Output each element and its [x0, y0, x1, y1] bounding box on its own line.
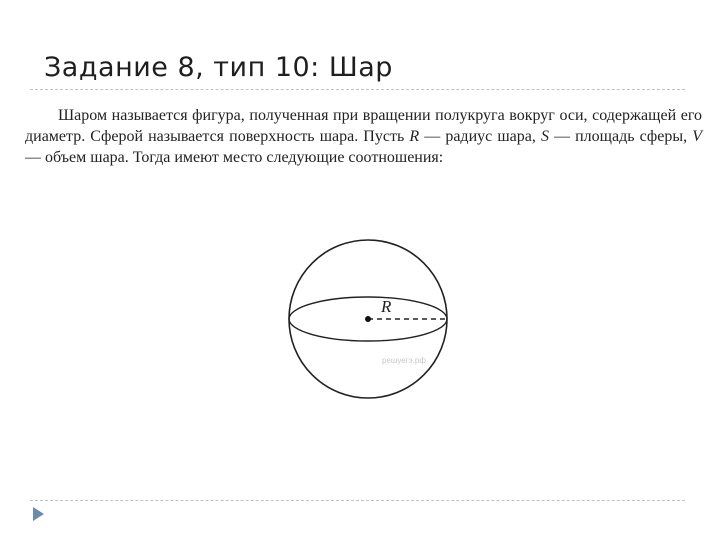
title-divider [30, 89, 685, 90]
definition-paragraph [25, 105, 702, 168]
text-part-4: — объем шара. Тогда имеют место следующие соотношения: [25, 149, 444, 166]
bottom-divider [30, 500, 685, 501]
equator-front-arc [289, 319, 447, 341]
bullet-arrow-icon [33, 507, 44, 521]
text-part-3: — площадь сферы, [548, 128, 693, 145]
variable-v: V [692, 128, 703, 145]
center-point [365, 316, 371, 322]
radius-label: R [381, 297, 392, 316]
text-part-1: Шаром называется фигура, полученная при вращении полукруга вокруг оси, содержащей его диаметр. Сферой называется поверхность шара. Пусть [25, 107, 702, 145]
watermark-text: решуегэ.рф [382, 356, 426, 365]
slide-title: Задание 8, тип 10: Шар [44, 52, 393, 83]
equator-back-arc [289, 297, 447, 319]
text-part-2: — радиус шара, [419, 128, 541, 145]
sphere-diagram [270, 230, 460, 420]
variable-r: R [409, 128, 420, 145]
variable-s: S [540, 128, 549, 145]
